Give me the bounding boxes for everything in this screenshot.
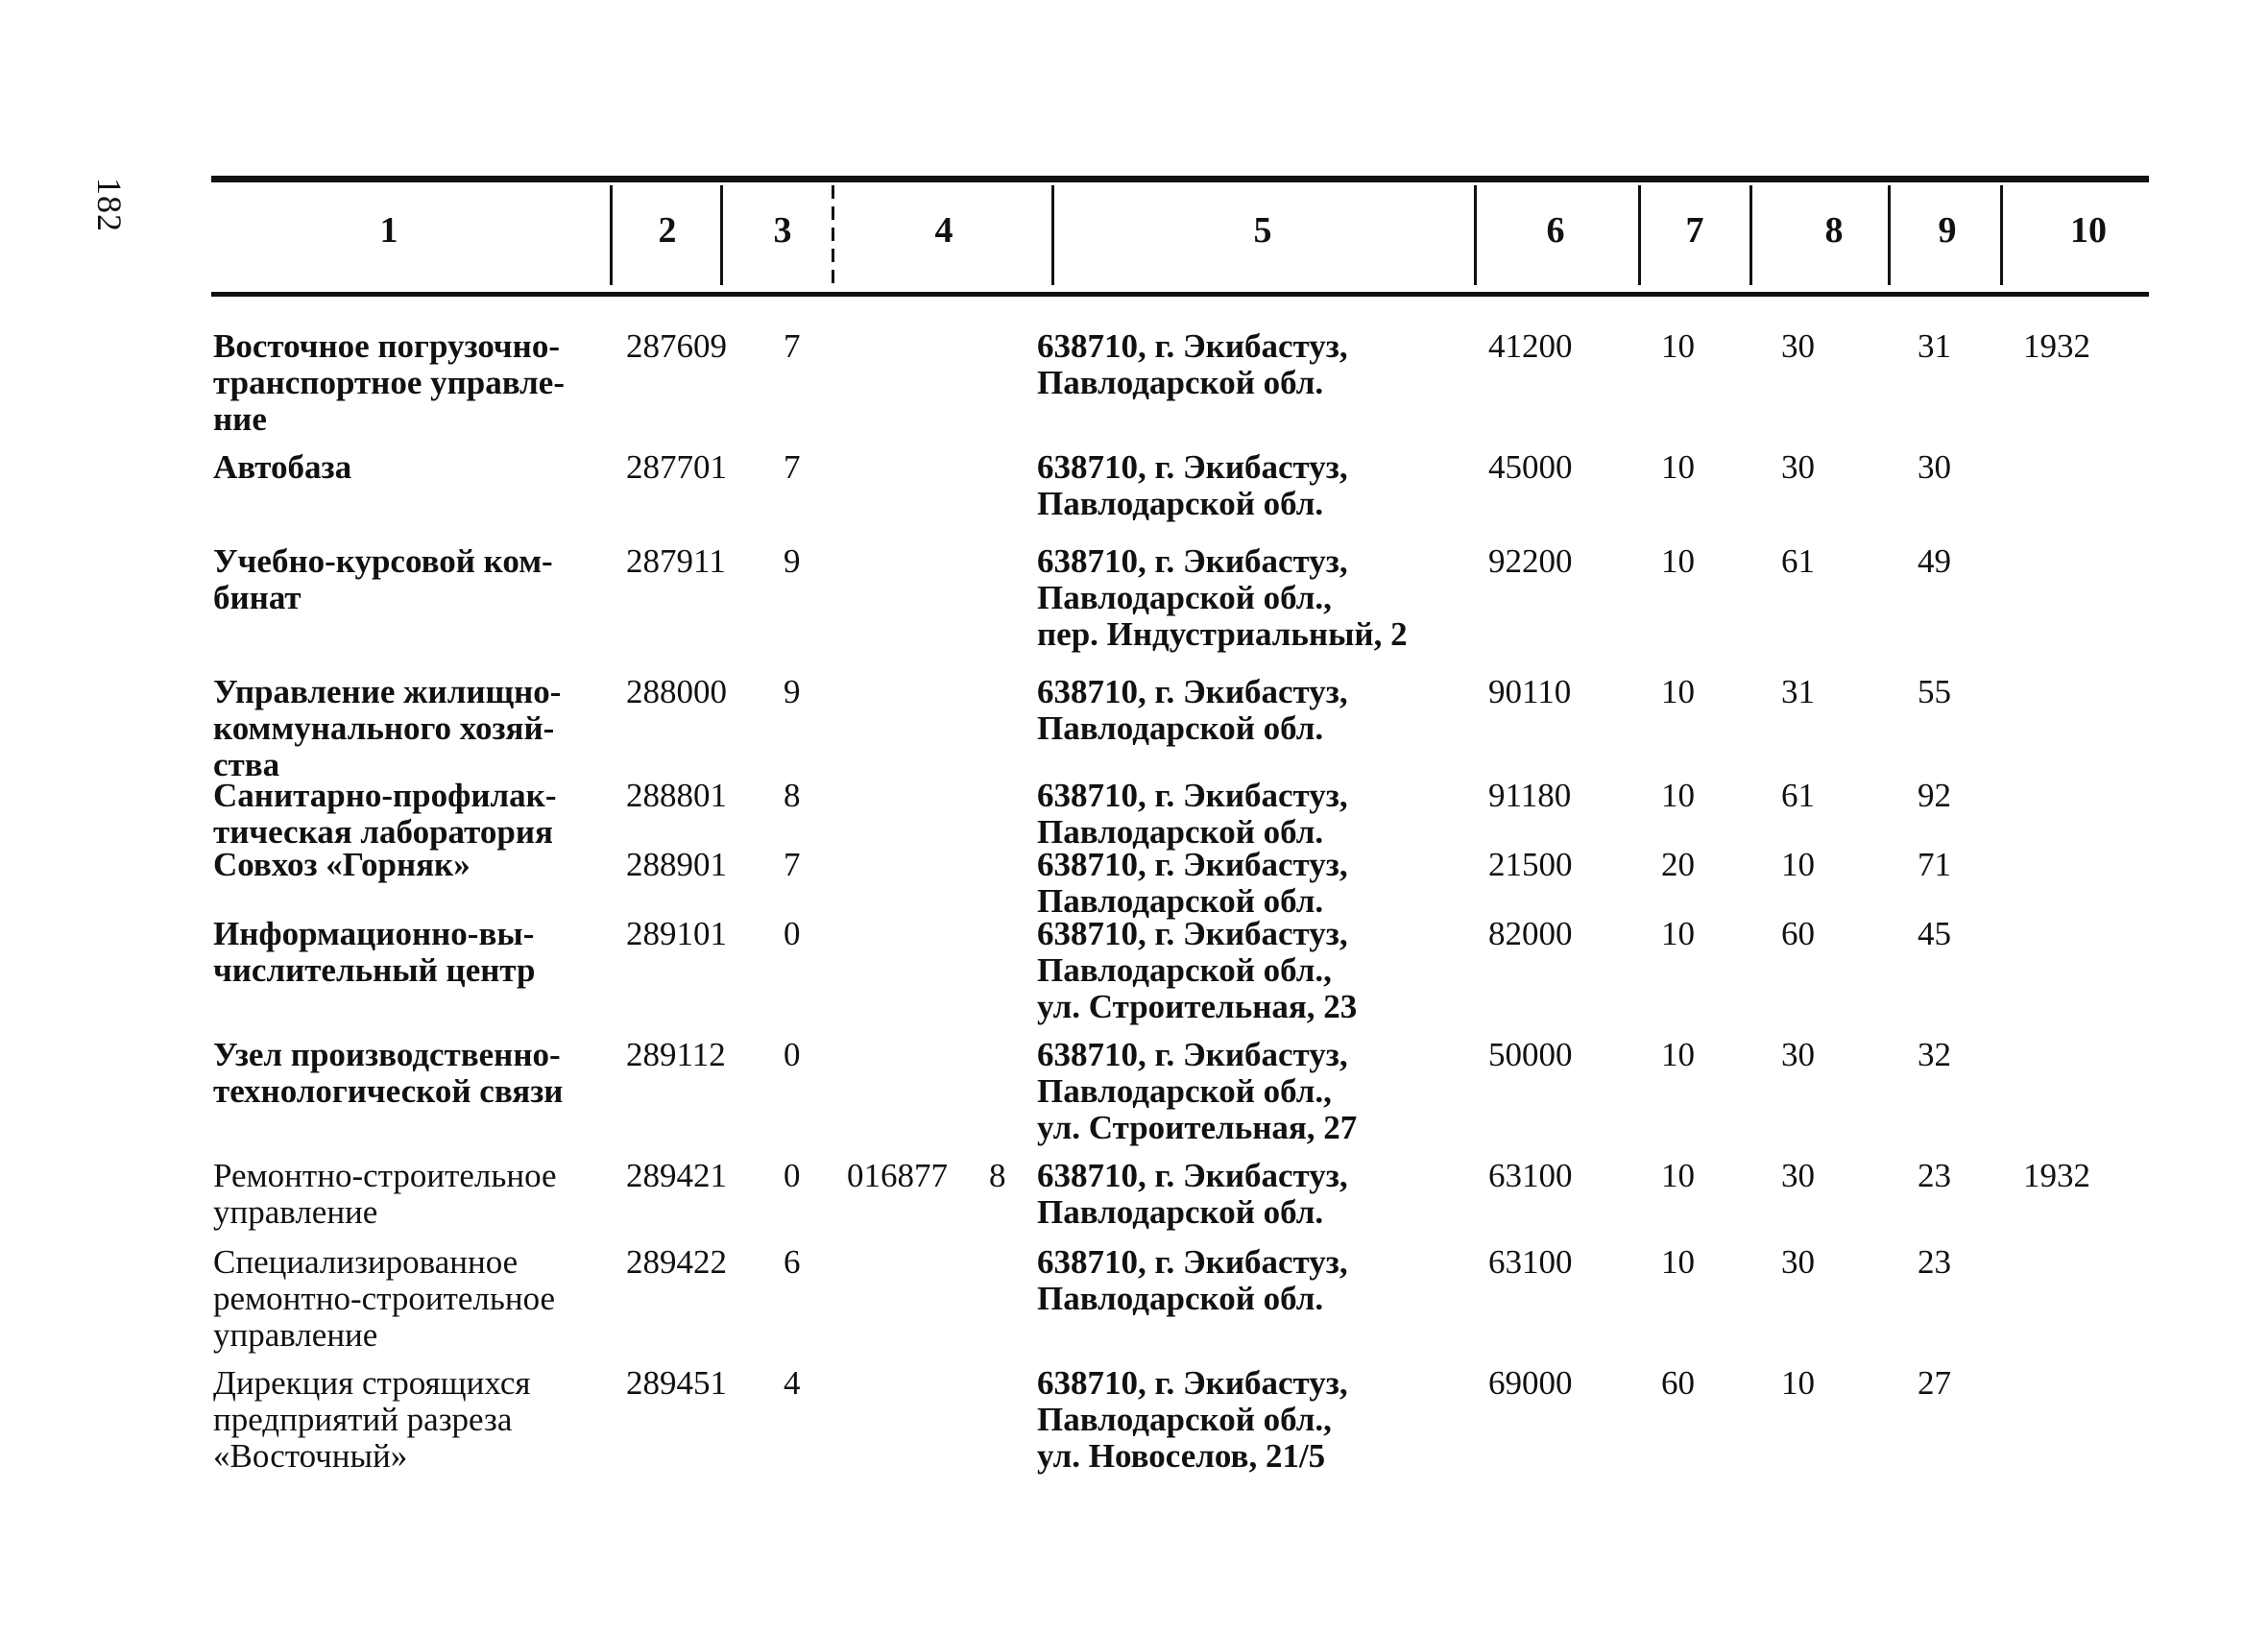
row-col-8: 30 [1781, 448, 1815, 486]
row-col-6: 91180 [1488, 777, 1572, 814]
header-col-8: 8 [1824, 210, 1844, 251]
row-address [1037, 674, 1348, 747]
row-col-7: 10 [1661, 673, 1695, 710]
row-col-6: 41200 [1488, 327, 1573, 365]
row-code: 288000 [626, 673, 727, 710]
row-name [213, 543, 553, 616]
row-col-6: 69000 [1488, 1364, 1573, 1402]
row-col-6: 92200 [1488, 542, 1573, 580]
row-code: 288901 [626, 846, 727, 883]
row-address-line: 638710, г. Экибастуз, [1037, 915, 1348, 952]
header-separator [1474, 185, 1477, 285]
row-name-line: Санитарно-профилак- [213, 777, 557, 814]
header-separator [1749, 185, 1752, 285]
row-name-line: Ремонтно-строительное [213, 1157, 557, 1194]
row-col-6: 45000 [1488, 448, 1573, 486]
row-check-digit: 9 [784, 542, 801, 580]
row-name [213, 1244, 555, 1354]
row-name-line: ние [213, 400, 267, 438]
header-separator [1888, 185, 1891, 285]
row-col-10: 1932 [2023, 327, 2090, 365]
row-col-7: 10 [1661, 1243, 1695, 1281]
row-name [213, 847, 470, 883]
row-col-8: 30 [1781, 1243, 1815, 1281]
row-address [1037, 1365, 1348, 1475]
row-code: 289421 [626, 1157, 727, 1194]
row-col-9: 23 [1918, 1243, 1951, 1281]
row-address-line: Павлодарской обл. [1037, 364, 1324, 401]
row-address-line: 638710, г. Экибастуз, [1037, 542, 1348, 580]
row-col-9: 30 [1918, 448, 1951, 486]
row-code: 289112 [626, 1036, 726, 1073]
header-separator [1638, 185, 1641, 285]
header-col-9: 9 [1938, 210, 1957, 251]
table-header-bottom-rule [211, 292, 2149, 297]
header-col-7: 7 [1685, 210, 1704, 251]
row-address-line: пер. Индустриальный, 2 [1037, 615, 1408, 653]
row-name-line: Специализированное [213, 1243, 519, 1281]
row-address-line: Павлодарской обл., [1037, 1401, 1332, 1438]
row-col-9: 23 [1918, 1157, 1951, 1194]
row-address-line: 638710, г. Экибастуз, [1037, 846, 1348, 883]
row-col-8: 30 [1781, 1157, 1815, 1194]
row-address-line: Павлодарской обл. [1037, 1193, 1324, 1231]
row-check-digit: 0 [784, 915, 801, 952]
row-name [213, 778, 557, 851]
row-code-4-digit: 8 [989, 1157, 1006, 1194]
row-name-line: Совхоз «Горняк» [213, 846, 470, 883]
row-address-line: 638710, г. Экибастуз, [1037, 1036, 1348, 1073]
row-code: 288801 [626, 777, 727, 814]
row-check-digit: 7 [784, 448, 801, 486]
row-check-digit: 0 [784, 1157, 801, 1194]
row-address-line: 638710, г. Экибастуз, [1037, 327, 1348, 365]
row-address-line: Павлодарской обл., [1037, 951, 1332, 989]
row-col-6: 50000 [1488, 1036, 1573, 1073]
row-name [213, 328, 565, 438]
row-name-line: Восточное погрузочно- [213, 327, 560, 365]
row-name-line: управление [213, 1193, 378, 1231]
row-address-line: 638710, г. Экибастуз, [1037, 1157, 1348, 1194]
row-col-7: 10 [1661, 542, 1695, 580]
row-name-line: технологической связи [213, 1072, 564, 1110]
row-col-7: 10 [1661, 915, 1695, 952]
row-col-8: 31 [1781, 673, 1815, 710]
row-check-digit: 7 [784, 327, 801, 365]
row-col-8: 61 [1781, 777, 1815, 814]
row-code: 287911 [626, 542, 726, 580]
row-address-line: 638710, г. Экибастуз, [1037, 1243, 1348, 1281]
row-name-line: коммунального хозяй- [213, 709, 555, 747]
row-check-digit: 0 [784, 1036, 801, 1073]
row-col-9: 49 [1918, 542, 1951, 580]
row-col-8: 10 [1781, 1364, 1815, 1402]
row-code: 287609 [626, 327, 727, 365]
row-name [213, 1365, 530, 1475]
row-address-line: Павлодарской обл., [1037, 579, 1332, 616]
row-address [1037, 778, 1348, 851]
row-check-digit: 9 [784, 673, 801, 710]
row-address-line: Павлодарской обл., [1037, 1072, 1332, 1110]
row-name-line: Учебно-курсовой ком- [213, 542, 553, 580]
row-col-7: 60 [1661, 1364, 1695, 1402]
row-address [1037, 1244, 1348, 1317]
table-top-rule [211, 176, 2149, 182]
row-address-line: ул. Строительная, 23 [1037, 988, 1358, 1025]
row-col-7: 20 [1661, 846, 1695, 883]
row-name-line: числительный центр [213, 951, 536, 989]
row-code-4: 016877 [847, 1157, 948, 1194]
row-name-line: Информационно-вы- [213, 915, 535, 952]
row-name-line: «Восточный» [213, 1437, 408, 1475]
row-col-9: 45 [1918, 915, 1951, 952]
header-separator [720, 185, 723, 285]
row-name-line: ства [213, 746, 280, 783]
row-code: 289422 [626, 1243, 727, 1281]
row-col-6: 90110 [1488, 673, 1572, 710]
row-address [1037, 1037, 1357, 1146]
row-name-line: предприятий разреза [213, 1401, 513, 1438]
row-col-9: 31 [1918, 327, 1951, 365]
row-name-line: Автобаза [213, 448, 352, 486]
row-col-9: 27 [1918, 1364, 1951, 1402]
page-number: 182 [90, 178, 129, 232]
row-address [1037, 916, 1357, 1025]
row-name-line: бинат [213, 579, 302, 616]
header-col-10: 10 [2070, 210, 2107, 251]
row-col-10: 1932 [2023, 1157, 2090, 1194]
row-col-7: 10 [1661, 777, 1695, 814]
row-name [213, 449, 351, 486]
row-address-line: ул. Новоселов, 21/5 [1037, 1437, 1326, 1475]
header-separator [2000, 185, 2003, 285]
row-col-9: 55 [1918, 673, 1951, 710]
row-name-line: Узел производственно- [213, 1036, 561, 1073]
row-col-7: 10 [1661, 1036, 1695, 1073]
row-col-6: 82000 [1488, 915, 1573, 952]
row-name-line: управление [213, 1316, 378, 1354]
row-col-9: 71 [1918, 846, 1951, 883]
row-code: 289101 [626, 915, 727, 952]
row-name [213, 1037, 563, 1110]
header-col-2: 2 [658, 210, 677, 251]
header-col-1: 1 [379, 210, 398, 251]
row-address [1037, 449, 1348, 522]
header-separator [832, 185, 834, 285]
row-address-line: 638710, г. Экибастуз, [1037, 1364, 1348, 1402]
row-col-8: 60 [1781, 915, 1815, 952]
row-address-line: Павлодарской обл. [1037, 1280, 1324, 1317]
row-address [1037, 847, 1348, 920]
row-col-8: 61 [1781, 542, 1815, 580]
row-name-line: Дирекция строящихся [213, 1364, 531, 1402]
row-check-digit: 7 [784, 846, 801, 883]
row-name [213, 1158, 557, 1231]
row-name-line: транспортное управле- [213, 364, 565, 401]
row-name [213, 916, 535, 989]
row-name-line: тическая лаборатория [213, 813, 553, 851]
row-address-line: Павлодарской обл. [1037, 709, 1324, 747]
row-check-digit: 8 [784, 777, 801, 814]
row-col-6: 63100 [1488, 1157, 1573, 1194]
row-col-9: 92 [1918, 777, 1951, 814]
row-col-8: 30 [1781, 1036, 1815, 1073]
row-col-7: 10 [1661, 448, 1695, 486]
header-col-6: 6 [1546, 210, 1565, 251]
row-address [1037, 1158, 1348, 1231]
row-col-8: 10 [1781, 846, 1815, 883]
row-address-line: ул. Строительная, 27 [1037, 1109, 1358, 1146]
row-col-7: 10 [1661, 327, 1695, 365]
header-separator [1051, 185, 1054, 285]
row-address [1037, 328, 1348, 401]
row-check-digit: 6 [784, 1243, 801, 1281]
header-col-3: 3 [773, 210, 792, 251]
header-separator [610, 185, 613, 285]
row-check-digit: 4 [784, 1364, 801, 1402]
row-address-line: Павлодарской обл. [1037, 882, 1324, 920]
row-address-line: Павлодарской обл. [1037, 813, 1324, 851]
row-address-line: 638710, г. Экибастуз, [1037, 777, 1348, 814]
row-name-line: ремонтно-строительное [213, 1280, 556, 1317]
header-col-5: 5 [1253, 210, 1272, 251]
row-code: 289451 [626, 1364, 727, 1402]
row-col-6: 21500 [1488, 846, 1573, 883]
row-col-8: 30 [1781, 327, 1815, 365]
row-address-line: 638710, г. Экибастуз, [1037, 673, 1348, 710]
row-address-line: Павлодарской обл. [1037, 485, 1324, 522]
row-col-7: 10 [1661, 1157, 1695, 1194]
row-col-6: 63100 [1488, 1243, 1573, 1281]
row-name [213, 674, 561, 783]
row-name-line: Управление жилищно- [213, 673, 562, 710]
row-address-line: 638710, г. Экибастуз, [1037, 448, 1348, 486]
row-code: 287701 [626, 448, 727, 486]
header-col-4: 4 [934, 210, 953, 251]
row-col-9: 32 [1918, 1036, 1951, 1073]
row-address [1037, 543, 1408, 653]
